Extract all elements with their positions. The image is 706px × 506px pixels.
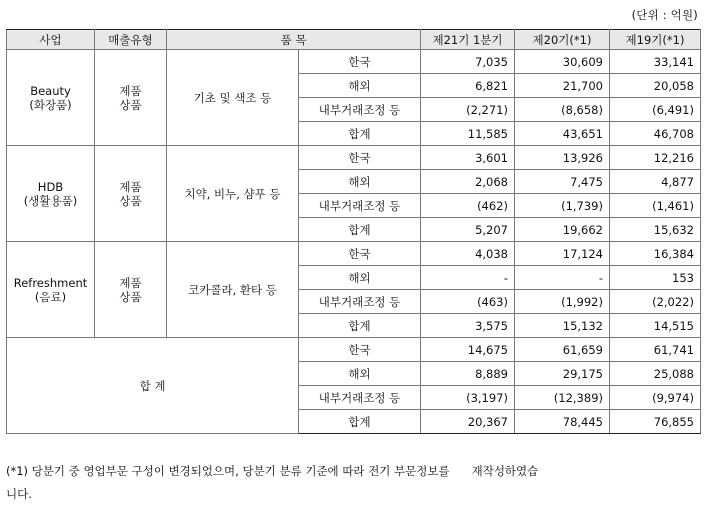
value-cell: 2,068	[421, 170, 515, 194]
segment-name-ko: (음료)	[34, 289, 67, 304]
footnote-text: (*1) 당분기 중 영업부문 구성이 변경되었으며, 당분기 분류 기준에 따라 전기 부문정보를	[6, 464, 450, 478]
value-cell: 15,132	[515, 314, 610, 338]
value-cell: 12,216	[610, 146, 701, 170]
value-cell: 7,475	[515, 170, 610, 194]
value-cell: 61,659	[515, 338, 610, 362]
value-cell: 43,651	[515, 122, 610, 146]
region-cell: 내부거래조정 등	[299, 98, 421, 122]
value-cell: (2,271)	[421, 98, 515, 122]
region-cell: 해외	[299, 74, 421, 98]
segment-name-en: HDB	[37, 179, 64, 194]
header-sales-type: 매출유형	[95, 30, 167, 50]
header-row	[7, 30, 701, 50]
sales-type-line: 제품	[119, 275, 142, 290]
value-cell: 76,855	[610, 410, 701, 434]
value-cell: 61,741	[610, 338, 701, 362]
segment-name-en: Refreshment	[13, 275, 88, 290]
value-cell: 33,141	[610, 50, 701, 74]
value-cell: 3,575	[421, 314, 515, 338]
table-row	[7, 50, 701, 74]
item-cell: 치약, 비누, 샴푸 등	[167, 146, 299, 242]
value-cell: (6,491)	[610, 98, 701, 122]
region-cell: 한국	[299, 338, 421, 362]
segment-name-cell	[7, 146, 95, 242]
sales-type-line: 제품	[119, 83, 142, 98]
value-cell: (9,974)	[610, 386, 701, 410]
value-cell: 153	[610, 266, 701, 290]
table-row	[7, 242, 701, 266]
value-cell: 15,632	[610, 218, 701, 242]
region-cell: 한국	[299, 146, 421, 170]
value-cell: 21,700	[515, 74, 610, 98]
value-cell: (1,739)	[515, 194, 610, 218]
header-period-19: 제19기(*1)	[610, 30, 701, 50]
segment-name-cell	[7, 242, 95, 338]
sales-type-line: 상품	[119, 97, 142, 112]
value-cell: 5,207	[421, 218, 515, 242]
value-cell: 6,821	[421, 74, 515, 98]
table-row	[7, 146, 701, 170]
segment-name-cell	[7, 50, 95, 146]
region-cell: 내부거래조정 등	[299, 290, 421, 314]
footnote-line: 니다.	[6, 487, 32, 501]
region-cell: 합계	[299, 410, 421, 434]
sales-type-line: 상품	[119, 289, 142, 304]
value-cell: 17,124	[515, 242, 610, 266]
header-business: 사업	[7, 30, 95, 50]
value-cell: 46,708	[610, 122, 701, 146]
unit-label: (단위 : 억원)	[631, 8, 698, 22]
value-cell: 25,088	[610, 362, 701, 386]
value-cell: 11,585	[421, 122, 515, 146]
value-cell: 30,609	[515, 50, 610, 74]
sales-type-line: 제품	[119, 179, 142, 194]
value-cell: -	[515, 266, 610, 290]
sales-type-cell	[95, 50, 167, 146]
value-cell: -	[421, 266, 515, 290]
region-cell: 한국	[299, 50, 421, 74]
region-cell: 합계	[299, 314, 421, 338]
value-cell: 8,889	[421, 362, 515, 386]
region-cell: 내부거래조정 등	[299, 386, 421, 410]
value-cell: 14,515	[610, 314, 701, 338]
header-period-21q1: 제21기 1분기	[421, 30, 515, 50]
value-cell: (463)	[421, 290, 515, 314]
value-cell: (8,658)	[515, 98, 610, 122]
value-cell: (2,022)	[610, 290, 701, 314]
footnote	[6, 460, 700, 506]
segment-name-ko: (생활용품)	[23, 193, 78, 208]
value-cell: (3,197)	[421, 386, 515, 410]
segment-name-en: Beauty	[30, 83, 71, 98]
sales-table	[6, 29, 701, 434]
region-cell: 내부거래조정 등	[299, 194, 421, 218]
header-period-20: 제20기(*1)	[515, 30, 610, 50]
value-cell: 7,035	[421, 50, 515, 74]
region-cell: 해외	[299, 362, 421, 386]
value-cell: 4,877	[610, 170, 701, 194]
value-cell: 13,926	[515, 146, 610, 170]
value-cell: 20,367	[421, 410, 515, 434]
item-cell: 기초 및 색조 등	[167, 50, 299, 146]
region-cell: 해외	[299, 170, 421, 194]
value-cell: 16,384	[610, 242, 701, 266]
footnote-text-tail: 재작성하였습	[471, 464, 539, 478]
value-cell: (462)	[421, 194, 515, 218]
value-cell: 19,662	[515, 218, 610, 242]
item-cell: 코카콜라, 환타 등	[167, 242, 299, 338]
value-cell: 4,038	[421, 242, 515, 266]
footnote-line	[6, 460, 700, 483]
sales-type-line: 상품	[119, 193, 142, 208]
value-cell: 78,445	[515, 410, 610, 434]
value-cell: 14,675	[421, 338, 515, 362]
region-cell: 해외	[299, 266, 421, 290]
segment-name-ko: (화장품)	[29, 97, 72, 112]
header-item: 품 목	[167, 30, 421, 50]
value-cell: 20,058	[610, 74, 701, 98]
value-cell: (1,461)	[610, 194, 701, 218]
region-cell: 한국	[299, 242, 421, 266]
region-cell: 합계	[299, 218, 421, 242]
table-row	[7, 338, 701, 362]
sales-type-cell	[95, 146, 167, 242]
sales-type-cell	[95, 242, 167, 338]
value-cell: 29,175	[515, 362, 610, 386]
value-cell: (1,992)	[515, 290, 610, 314]
region-cell: 합계	[299, 122, 421, 146]
grand-total-label: 합 계	[7, 338, 299, 434]
value-cell: (12,389)	[515, 386, 610, 410]
value-cell: 3,601	[421, 146, 515, 170]
